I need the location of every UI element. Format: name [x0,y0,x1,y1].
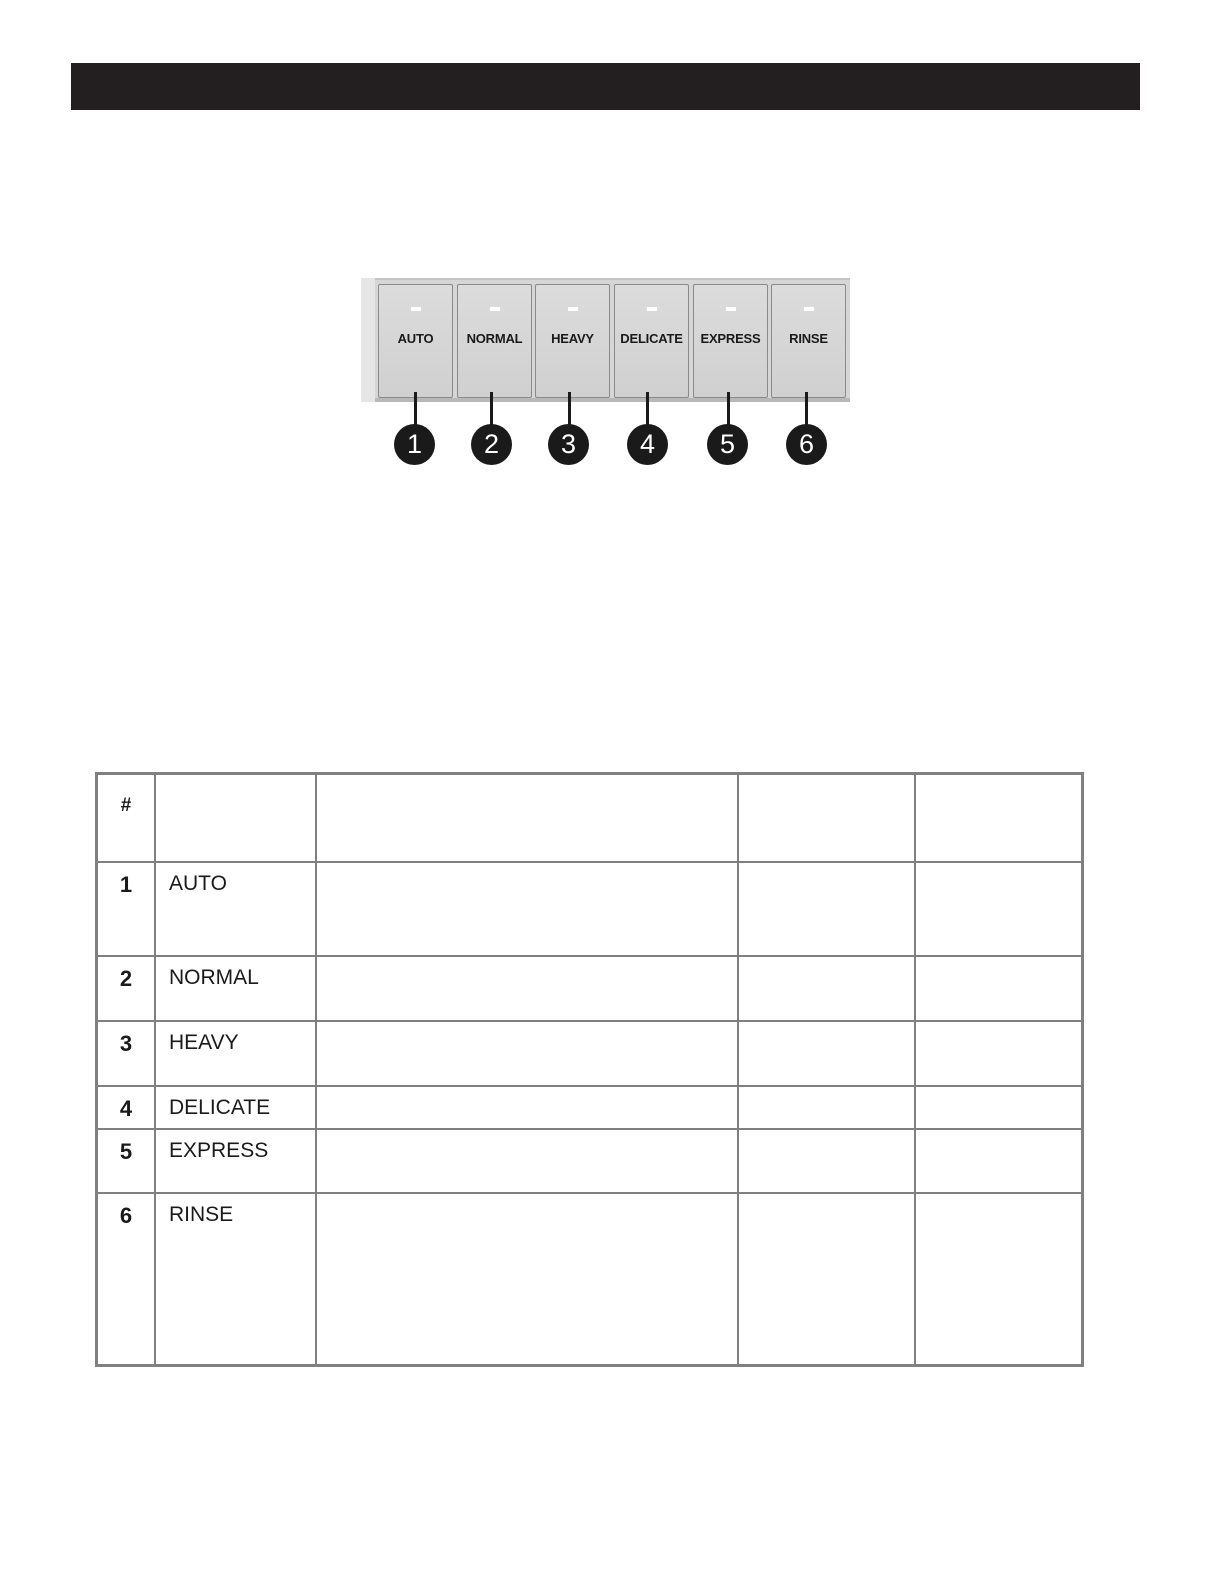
row-col-b [915,1086,1083,1129]
table-row [97,956,1083,1021]
callout-number-1: 1 [394,424,435,465]
row-col-b [915,1193,1083,1365]
table-header-row [97,774,1083,863]
callout-number-2: 2 [471,424,512,465]
row-description [316,1129,738,1193]
callout-number-6: 6 [786,424,827,465]
row-cycle-name: AUTO [169,872,227,895]
callout-leader-2 [490,392,493,426]
row-cycle-name: EXPRESS [169,1139,269,1162]
rinse-indicator-light [804,307,814,311]
table-row [97,1193,1083,1365]
express-button-label: EXPRESS [700,331,761,346]
express-cycle-button[interactable] [693,284,768,398]
header-description [317,775,737,795]
row-col-b [915,862,1083,956]
table-row [97,1086,1083,1129]
header-number: # [120,795,132,816]
table-row [97,1021,1083,1086]
callout-number-5: 5 [707,424,748,465]
row-cycle-name: RINSE [169,1203,234,1226]
callout-number-4: 4 [627,424,668,465]
express-indicator-light [726,307,736,311]
heavy-cycle-button[interactable] [535,284,610,398]
row-description [316,956,738,1021]
rinse-button-label: RINSE [789,331,828,346]
callout-leader-6 [805,392,808,426]
row-col-b [915,1129,1083,1193]
row-cycle-name: NORMAL [169,966,259,989]
row-description [316,862,738,956]
row-col-a [738,1129,915,1193]
row-number: 1 [119,872,133,897]
row-number: 4 [119,1096,133,1121]
row-cycle-name: DELICATE [169,1096,271,1119]
delicate-indicator-light [647,307,657,311]
normal-cycle-button[interactable] [457,284,532,398]
row-col-a [738,862,915,956]
row-number: 2 [119,966,133,991]
row-description [316,1021,738,1086]
delicate-button-label: DELICATE [620,331,683,346]
row-cycle-name: HEAVY [169,1031,239,1054]
row-number: 3 [119,1031,133,1056]
auto-indicator-light [411,307,421,311]
control-panel-edge [361,278,375,402]
row-number: 6 [119,1203,133,1228]
callout-leader-4 [646,392,649,426]
auto-cycle-button[interactable] [378,284,453,398]
row-col-b [915,956,1083,1021]
callout-leader-1 [414,392,417,426]
callout-number-3: 3 [548,424,589,465]
header-col-b [916,775,1081,795]
normal-indicator-light [490,307,500,311]
row-number: 5 [119,1139,133,1164]
row-description [316,1193,738,1365]
auto-button-label: AUTO [397,331,434,346]
header-col-a [739,775,914,795]
normal-button-label: NORMAL [466,331,523,346]
row-col-b [915,1021,1083,1086]
table-row [97,862,1083,956]
callout-leader-5 [727,392,730,426]
delicate-cycle-button[interactable] [614,284,689,398]
row-description [316,1086,738,1129]
rinse-cycle-button[interactable] [771,284,846,398]
row-col-a [738,956,915,1021]
heavy-button-label: HEAVY [551,331,594,346]
section-header-bar [71,63,1140,110]
heavy-indicator-light [568,307,578,311]
row-col-a [738,1193,915,1365]
callout-leader-3 [568,392,571,426]
row-col-a [738,1086,915,1129]
cycle-table [95,772,1084,1367]
table-row [97,1129,1083,1193]
row-col-a [738,1021,915,1086]
header-cycle [169,775,315,795]
